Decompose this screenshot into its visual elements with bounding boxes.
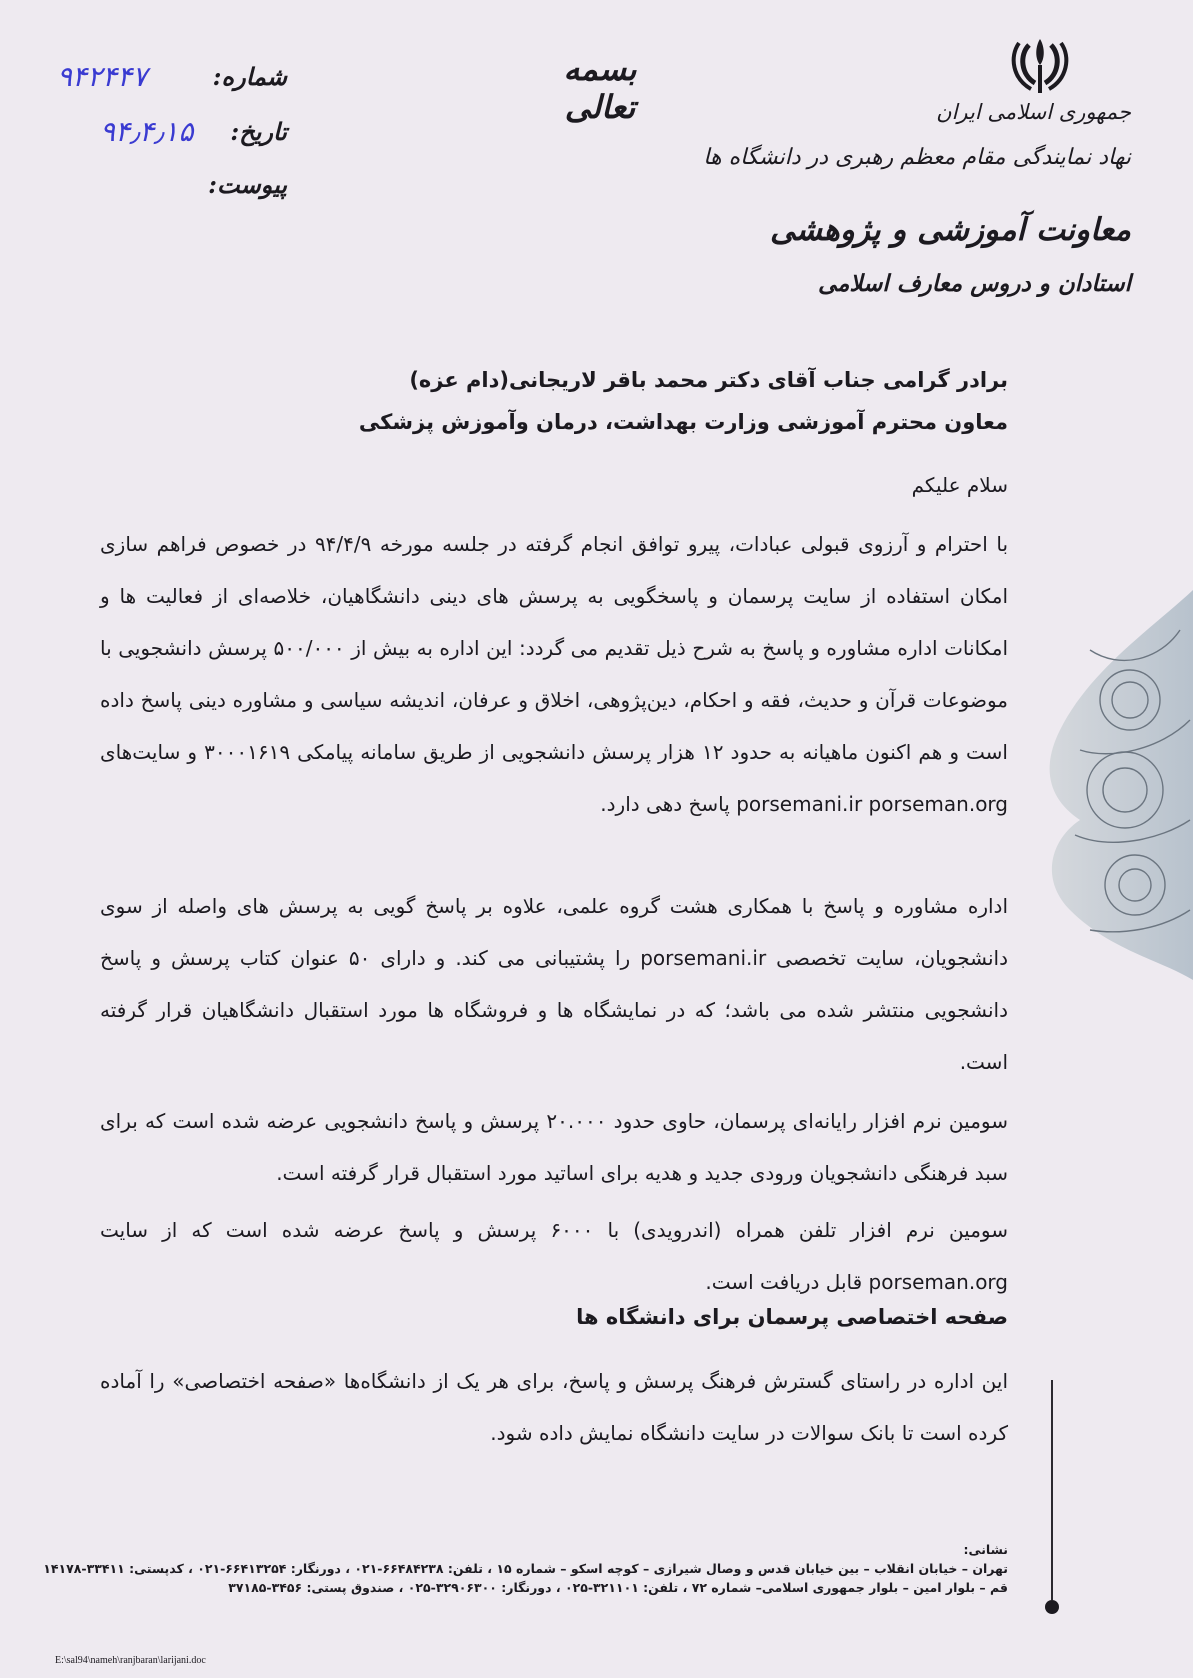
org-line-republic: جمهوری اسلامی ایران	[936, 100, 1131, 124]
letter-attachment	[210, 170, 287, 199]
paragraph-intro: با احترام و آرزوی قبولی عبادات، پیرو توافق انجام گرفته در جلسه مورخه ۹۴/۴/۹ در خصوص فراهم سازی امکان استفاده از سایت پرسمان و پاسخگویی به پرسش های دینی دانشگاهیان، خلاصه‌ای از فعالیت ها و امکانات اداره مشاوره و پاسخ به شرح ذیل تقدیم می گردد: این اداره به بیش از ۵۰۰/۰۰۰ پرسش دانشجویی با موضوعات قرآن و حدیث، فقه و احکام، دین‌پژوهی، اخلاق و عرفان، اندیشه سیاسی و مشاوره دینی پاسخ داده است و هم اکنون ماهیانه به حدود ۱۲ هزار پرسش دانشجویی از طریق سامانه پیامکی ۳۰۰۰۱۶۱۹ و سایت‌های porsemani.ir porseman.org پاسخ دهی دارد.	[100, 532, 1009, 816]
org-line-deputy: معاونت آموزشی و پژوهشی	[770, 212, 1131, 248]
paragraph-dedicated-page: این اداره در راستای گسترش فرهنگ پرسش و پاسخ، برای هر یک از دانشگاه‌ها «صفحه اختصاصی» را آماده کرده است تا بانک سوالات در سایت دانشگاه نمایش داده شود.	[100, 1369, 1008, 1445]
letter-date	[100, 115, 287, 148]
paragraph-software: سومین نرم افزار رایانه‌ای پرسمان، حاوی حدود ۲۰.۰۰۰ پرسش و پاسخ دانشجویی عرضه شده است که برای سبد فرهنگی دانشجویان ورودی جدید و هدیه برای اساتید مورد استقبال قرار گرفته است.	[100, 1109, 1008, 1185]
section-heading: صفحه اختصاصی پرسمان برای دانشگاه ها	[576, 1305, 1008, 1329]
bullet-dot-icon	[1045, 1600, 1059, 1614]
greeting: سلام علیکم	[911, 473, 1008, 497]
letter-number	[57, 60, 287, 93]
file-path: E:\sal94\nameh\ranjbaran\larijani.doc	[55, 1655, 206, 1666]
decorative-ornament-icon	[1030, 590, 1193, 980]
letter-date-value: ۹۴٫۴٫۱۵	[100, 115, 194, 148]
footer-address-tehran: تهران – خیابان انقلاب – بین خیابان قدس و وصال شیرازی – کوچه اسکو – شماره ۱۵ ، تلفن: ۶۶۴۸۴۲۳۸-۰۲۱ ، دورنگار: ۶۶۴۱۳۲۵۴-۰۲۱ ، کدپستی: ۳۳۴۱۱-۱۴۱۷۸	[43, 1561, 1008, 1576]
org-line-department: استادان و دروس معارف اسلامی	[817, 270, 1131, 297]
letter-number-label: شماره:	[212, 62, 287, 91]
letter-number-value: ۹۴۲۴۴۷	[57, 60, 148, 93]
addressee-name: برادر گرامی جناب آقای دکتر محمد باقر لاریجانی(دام عزه)	[409, 368, 1008, 392]
footer-address-label: نشانی:	[963, 1542, 1008, 1557]
addressee-title: معاون محترم آموزشی وزارت بهداشت، درمان وآموزش پزشکی	[358, 410, 1008, 434]
paragraph-office: اداره مشاوره و پاسخ با همکاری هشت گروه علمی، علاوه بر پاسخ گویی به پرسش های واصله از سوی دانشجویان، سایت تخصصی porsemani.ir را پشتیبانی می کند. و دارای ۵۰ عنوان کتاب پرسش و پاسخ دانشجویی منتشر شده می باشد؛ که در نمایشگاه ها و فروشگاه ها مورد استقبال دانشگاهیان قرار گرفته است.	[100, 894, 1008, 1074]
footer-address-qom: قم – بلوار امین – بلوار جمهوری اسلامی– شماره ۷۲ ، تلفن: ۳۲۱۱۰۱-۰۲۵ ، دورنگار: ۳۲۹۰۶۳۰۰-۰۲۵ ، صندوق پستی: ۳۴۵۶-۳۷۱۸۵	[228, 1580, 1008, 1595]
iran-emblem-icon	[1005, 35, 1075, 97]
basmala: بسمه تعالی	[563, 50, 637, 126]
paragraph-mobile-app: سومین نرم افزار تلفن همراه (اندرویدی) با ۶۰۰۰ پرسش و پاسخ عرضه شده است که از سایت porseman.org قابل دریافت است.	[100, 1218, 1009, 1294]
letter-attachment-label: پیوست:	[208, 170, 287, 199]
letter-date-label: تاریخ:	[230, 117, 287, 146]
org-line-representation: نهاد نمایندگی مقام معظم رهبری در دانشگاه ها	[703, 145, 1131, 170]
margin-rule	[1051, 1380, 1053, 1600]
footer-address	[28, 1540, 1008, 1597]
